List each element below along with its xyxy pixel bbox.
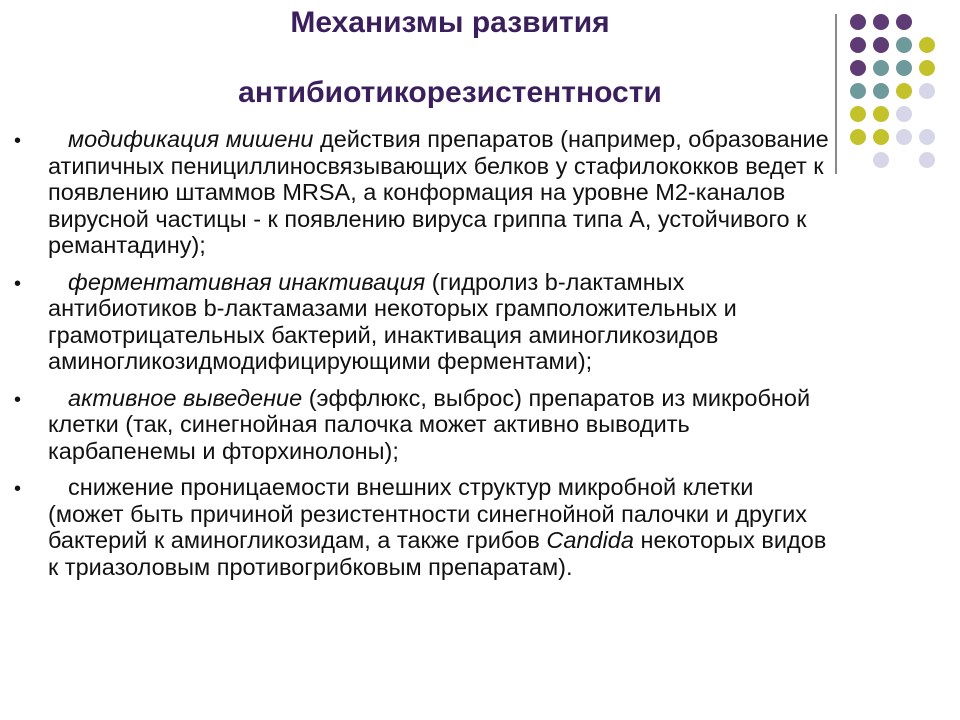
dot-lavender	[896, 106, 912, 122]
title-line-1: Механизмы развития	[290, 6, 610, 39]
dot-purple	[850, 60, 866, 76]
dot-lavender	[919, 129, 935, 145]
bullet-text: снижение проницаемости внешних структур микробной клетки (может быть причиной резистентности синегнойной палочки и других бактерий к аминогликозидам, а также грибов	[48, 474, 808, 553]
bullet-item	[10, 269, 830, 375]
dot-olive	[850, 106, 866, 122]
bullet-item	[10, 385, 830, 465]
bullet-item	[10, 126, 830, 259]
dot-teal	[896, 60, 912, 76]
bullet-list	[10, 126, 830, 590]
bullet-text: действия препаратов (например, образование атипичных пенициллиносвязывающих белков у стафилококков ведет к появлению штаммов MRSA, а конформация на уровне М2-каналов вирусной частицы - к появлению вируса гриппа типа А, устойчивого к ремантадину);	[48, 126, 829, 258]
dot-olive	[873, 106, 889, 122]
dot-teal	[850, 83, 866, 99]
dot-purple	[850, 14, 866, 30]
dot-olive	[873, 129, 889, 145]
dot-teal	[873, 83, 889, 99]
dot-olive	[850, 129, 866, 145]
bullet-marker: •	[14, 388, 22, 411]
bullet-text: (эффлюкс, выброс) препаратов из микробной клетки (так, синегнойная палочка может активно выводить карбапенемы и фторхинолоны);	[48, 384, 811, 464]
bullet-italic-term: Candida	[546, 527, 634, 553]
dot-purple	[850, 37, 866, 53]
bullet-term: ферментативная инактивация	[68, 268, 426, 295]
slide-title	[150, 8, 750, 114]
dot-purple	[873, 14, 889, 30]
bullet-item	[10, 474, 830, 580]
dot-teal	[873, 60, 889, 76]
decorative-dot-grid	[842, 14, 952, 164]
title-line-2: антибиотикорезистентности	[238, 76, 662, 109]
bullet-marker: •	[14, 130, 22, 152]
bullet-marker: •	[14, 272, 22, 295]
dot-lavender	[873, 152, 889, 168]
dot-lavender	[896, 129, 912, 145]
bullet-term: модификация мишени	[68, 126, 314, 152]
bullet-term: активное выведение	[68, 384, 303, 411]
dot-teal	[896, 37, 912, 53]
dot-lavender	[919, 83, 935, 99]
bullet-marker: •	[14, 478, 22, 500]
dot-olive	[919, 60, 935, 76]
dot-olive	[919, 37, 935, 53]
dot-olive	[896, 83, 912, 99]
dot-purple	[873, 37, 889, 53]
dot-lavender	[919, 152, 935, 168]
vertical-divider	[835, 14, 837, 174]
bullet-text: (гидролиз b-лактамных антибиотиков b-лактамазами некоторых грамположительных и грамотрицательных бактерий, инактивация аминогликозидов аминогликозидмодифицирующими ферментами);	[48, 268, 737, 374]
bullet-text: некоторых видов к триазоловым противогрибковым препаратам).	[48, 527, 827, 580]
dot-purple	[896, 14, 912, 30]
